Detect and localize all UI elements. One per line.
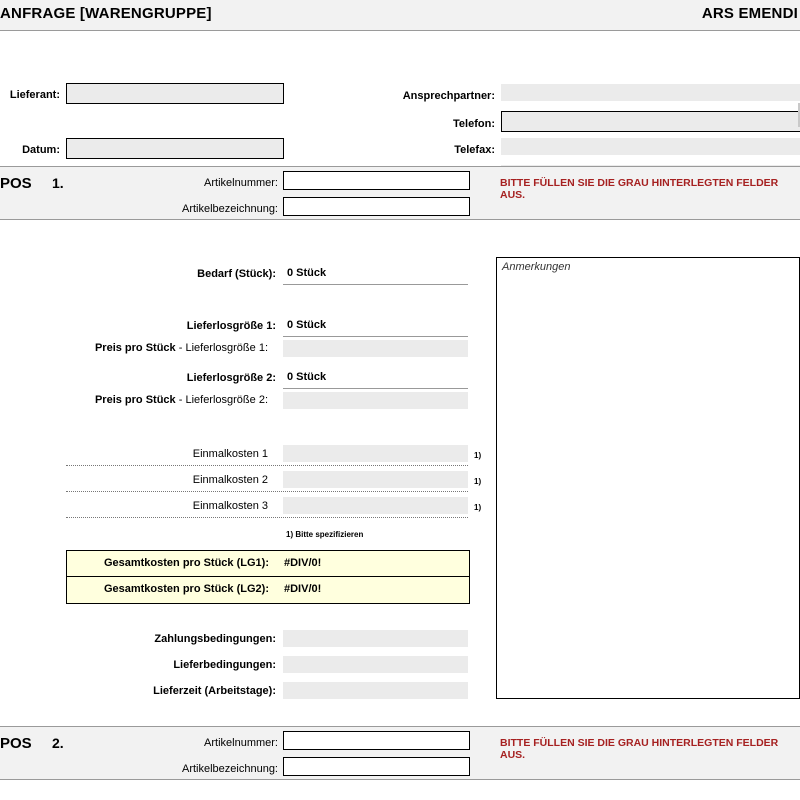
pos2-artikelnummer-label: Artikelnummer: [204,737,278,749]
preis-lg1-label-bold: Preis pro Stück [94,342,176,354]
preis-lg2-label [66,394,276,406]
einmalkosten3-divider [66,517,468,518]
telefon-label: Telefon: [453,118,495,130]
einmalkosten3-value [283,499,287,511]
lieferlosgroesse2-value: 0 Stück [287,371,327,383]
zahlungsbedingungen-value [283,632,287,644]
pos1-header-band [0,166,800,220]
brand-title: ARS EMENDI [701,5,798,22]
preis-lg2-label-rest: - Lieferlosgröße 2: [178,394,268,406]
document-title: ANFRAGE [WARENGRUPPE] [0,5,212,22]
preis-lg1-value [283,342,287,354]
zahlungsbedingungen-label: Zahlungsbedingungen: [154,633,276,645]
pos1-word: POS [0,175,32,192]
pos2-artikelbezeichnung-input[interactable] [283,757,470,776]
pos1-artikelnummer-label: Artikelnummer: [204,177,278,189]
pos1-number: 1. [52,175,64,191]
pos1-artikelnummer-value [284,174,288,186]
einmalkosten2-footnote-marker: 1) [474,477,482,486]
pos2-artikelbezeichnung-value [284,760,288,772]
supplier-contact-form [0,31,800,160]
gesamtkosten-lg2-row [66,576,470,604]
lieferlosgroesse2-value-cell[interactable] [283,369,468,389]
preis-lg1-label-rest: - Lieferlosgröße 1: [178,342,268,354]
bedarf-value: 0 Stück [287,267,327,279]
einmalkosten1-value [283,447,287,459]
zahlungsbedingungen-input[interactable] [283,630,468,647]
lieferlosgroesse1-label: Lieferlosgröße 1: [186,320,276,332]
lieferbedingungen-input[interactable] [283,656,468,673]
pos1-detail-section [0,237,800,709]
lieferzeit-label: Lieferzeit (Arbeitstage): [153,685,276,697]
ansprechpartner-input[interactable] [501,84,800,101]
lieferant-label: Lieferant: [9,89,60,101]
pos2-artikelbezeichnung-label: Artikelbezeichnung: [181,763,278,775]
lieferant-value [67,86,71,98]
ansprechpartner-value [501,86,505,98]
lieferzeit-input[interactable] [283,682,468,699]
lieferlosgroesse2-label: Lieferlosgröße 2: [186,372,276,384]
lieferzeit-value [283,684,287,696]
einmalkosten2-input[interactable] [283,471,468,488]
pos1-artikelbezeichnung-value [284,200,288,212]
einmalkosten3-input[interactable] [283,497,468,514]
preis-lg2-input[interactable] [283,392,468,409]
lieferant-input[interactable] [66,83,284,104]
anmerkungen-value [502,280,794,693]
gesamtkosten-lg2-value: #DIV/0! [284,583,322,595]
pos2-fill-hint: BITTE FÜLLEN SIE DIE GRAU HINTERLEGTEN FELDER AUS. [500,737,779,761]
lieferbedingungen-value [283,658,287,670]
gesamtkosten-lg1-label: Gesamtkosten pro Stück (LG1): [103,557,269,569]
pos1-artikelbezeichnung-label: Artikelbezeichnung: [181,203,278,215]
einmalkosten3-label: Einmalkosten 3 [192,500,268,512]
einmalkosten1-footnote-marker: 1) [474,451,482,460]
einmalkosten1-label: Einmalkosten 1 [192,448,268,460]
gesamtkosten-lg1-row [66,550,470,578]
pos2-word: POS [0,735,32,752]
pos1-fill-hint: BITTE FÜLLEN SIE DIE GRAU HINTERLEGTEN FELDER AUS. [500,177,779,201]
gesamtkosten-lg2-label: Gesamtkosten pro Stück (LG2): [103,583,269,595]
gesamtkosten-lg1-value: #DIV/0! [284,557,322,569]
telefax-label: Telefax: [454,144,495,156]
preis-lg1-input[interactable] [283,340,468,357]
pos2-number: 2. [52,735,64,751]
telefon-input[interactable] [501,111,800,132]
preis-lg2-value [283,394,287,406]
ansprechpartner-label: Ansprechpartner: [402,90,495,102]
footnote-text: 1) Bitte spezifizieren [286,530,364,539]
document-header-bar [0,0,800,31]
einmalkosten1-divider [66,465,468,466]
einmalkosten3-footnote-marker: 1) [474,503,482,512]
pos1-artikelbezeichnung-input[interactable] [283,197,470,216]
datum-input[interactable] [66,138,284,159]
preis-lg2-label-bold: Preis pro Stück [94,394,176,406]
telefax-value [501,140,505,152]
einmalkosten2-value [283,473,287,485]
anmerkungen-textarea[interactable] [496,257,800,699]
lieferbedingungen-label: Lieferbedingungen: [173,659,276,671]
telefon-value [502,114,506,126]
bedarf-label: Bedarf (Stück): [197,268,276,280]
einmalkosten2-divider [66,491,468,492]
lieferlosgroesse1-value: 0 Stück [287,319,327,331]
pos2-artikelnummer-value [284,734,288,746]
datum-label: Datum: [22,144,60,156]
telefax-input[interactable] [501,138,800,155]
einmalkosten2-label: Einmalkosten 2 [192,474,268,486]
pos1-artikelnummer-input[interactable] [283,171,470,190]
preis-lg1-label [66,342,276,354]
bedarf-value-cell[interactable] [283,265,468,285]
datum-value [67,141,71,153]
pos2-artikelnummer-input[interactable] [283,731,470,750]
lieferlosgroesse1-value-cell[interactable] [283,317,468,337]
anmerkungen-label: Anmerkungen [502,261,571,273]
einmalkosten1-input[interactable] [283,445,468,462]
pos2-header-band [0,726,800,780]
